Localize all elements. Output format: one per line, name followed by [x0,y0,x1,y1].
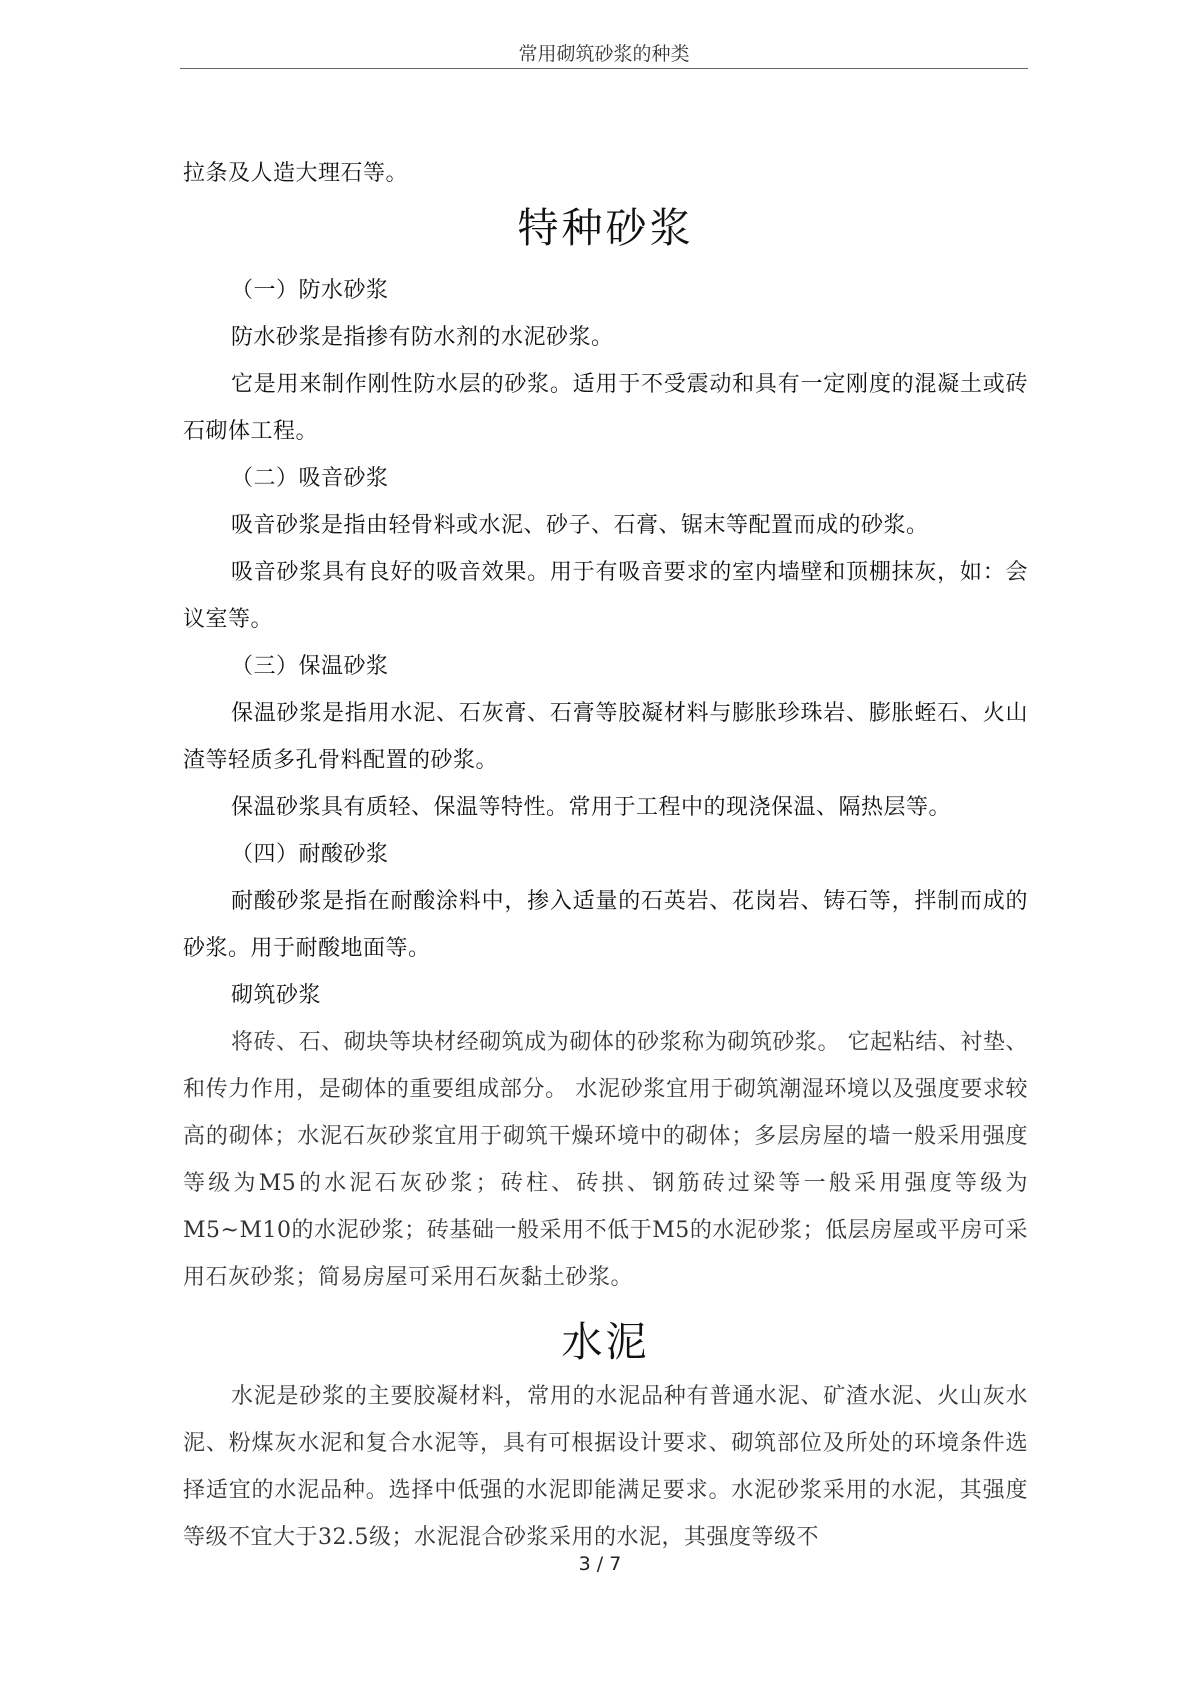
section-title-sound-absorbing: （二）吸音砂浆 [231,466,389,491]
heading-special-mortar: 特种砂浆 [517,204,694,252]
section-title-waterproof: （一）防水砂浆 [231,278,389,303]
document-body [183,150,1028,1561]
paragraph: 它是用来制作刚性防水层的砂浆。适用于不受震动和具有一定刚度的混凝土或砖石砌体工程。 [183,372,1028,444]
paragraph: 保温砂浆具有质轻、保温等特性。常用于工程中的现浇保温、隔热层等。 [231,795,952,820]
paragraph: 耐酸砂浆是指在耐酸涂料中，掺入适量的石英岩、花岗岩、铸石等，拌制而成的砂浆。用于耐酸地面等。 [183,889,1028,961]
section-title-acid-resistant: （四）耐酸砂浆 [231,842,389,867]
intro-paragraph: 拉条及人造大理石等。 [183,161,409,186]
heading-cement: 水泥 [561,1318,650,1366]
paragraph: 吸音砂浆是指由轻骨料或水泥、砂子、石膏、锯末等配置而成的砂浆。 [231,513,929,538]
section-title-masonry: 砌筑砂浆 [231,983,322,1008]
page-header [180,42,1028,69]
section-title-insulation: （三）保温砂浆 [231,654,389,679]
paragraph: 将砖、石、砌块等块材经砌筑成为砌体的砂浆称为砌筑砂浆。 它起粘结、衬垫、和传力作用，是砌体的重要组成部分。 水泥砂浆宜用于砌筑潮湿环境以及强度要求较高的砌体；水泥石灰砂浆宜用于砌筑干燥环境中的砌体；多层房屋的墙一般采用强度等级为M5的水泥石灰砂浆；砖柱、砖拱、钢筋砖过梁等一般采用强度等级为M5~M10的水泥砂浆；砖基础一般采用不低于M5的水泥砂浆；低层房屋或平房可采用石灰砂浆；简易房屋可采用石灰黏土砂浆。 [183,1030,1028,1290]
paragraph: 吸音砂浆具有良好的吸音效果。用于有吸音要求的室内墙壁和顶棚抹灰，如：会议室等。 [183,560,1028,632]
paragraph: 防水砂浆是指掺有防水剂的水泥砂浆。 [231,325,614,350]
paragraph: 水泥是砂浆的主要胶凝材料，常用的水泥品种有普通水泥、矿渣水泥、火山灰水泥、粉煤灰水泥和复合水泥等，具有可根据设计要求、砌筑部位及所处的环境条件选择适宜的水泥品种。选择中低强的水泥即能满足要求。水泥砂浆采用的水泥，其强度等级不宜大于32.5级；水泥混合砂浆采用的水泥，其强度等级不 [183,1384,1028,1550]
header-title: 常用砌筑砂浆的种类 [518,43,690,65]
paragraph: 保温砂浆是指用水泥、石灰膏、石膏等胶凝材料与膨胀珍珠岩、膨胀蛭石、火山渣等轻质多孔骨料配置的砂浆。 [183,701,1028,773]
page-number: 3 / 7 [578,1553,622,1575]
